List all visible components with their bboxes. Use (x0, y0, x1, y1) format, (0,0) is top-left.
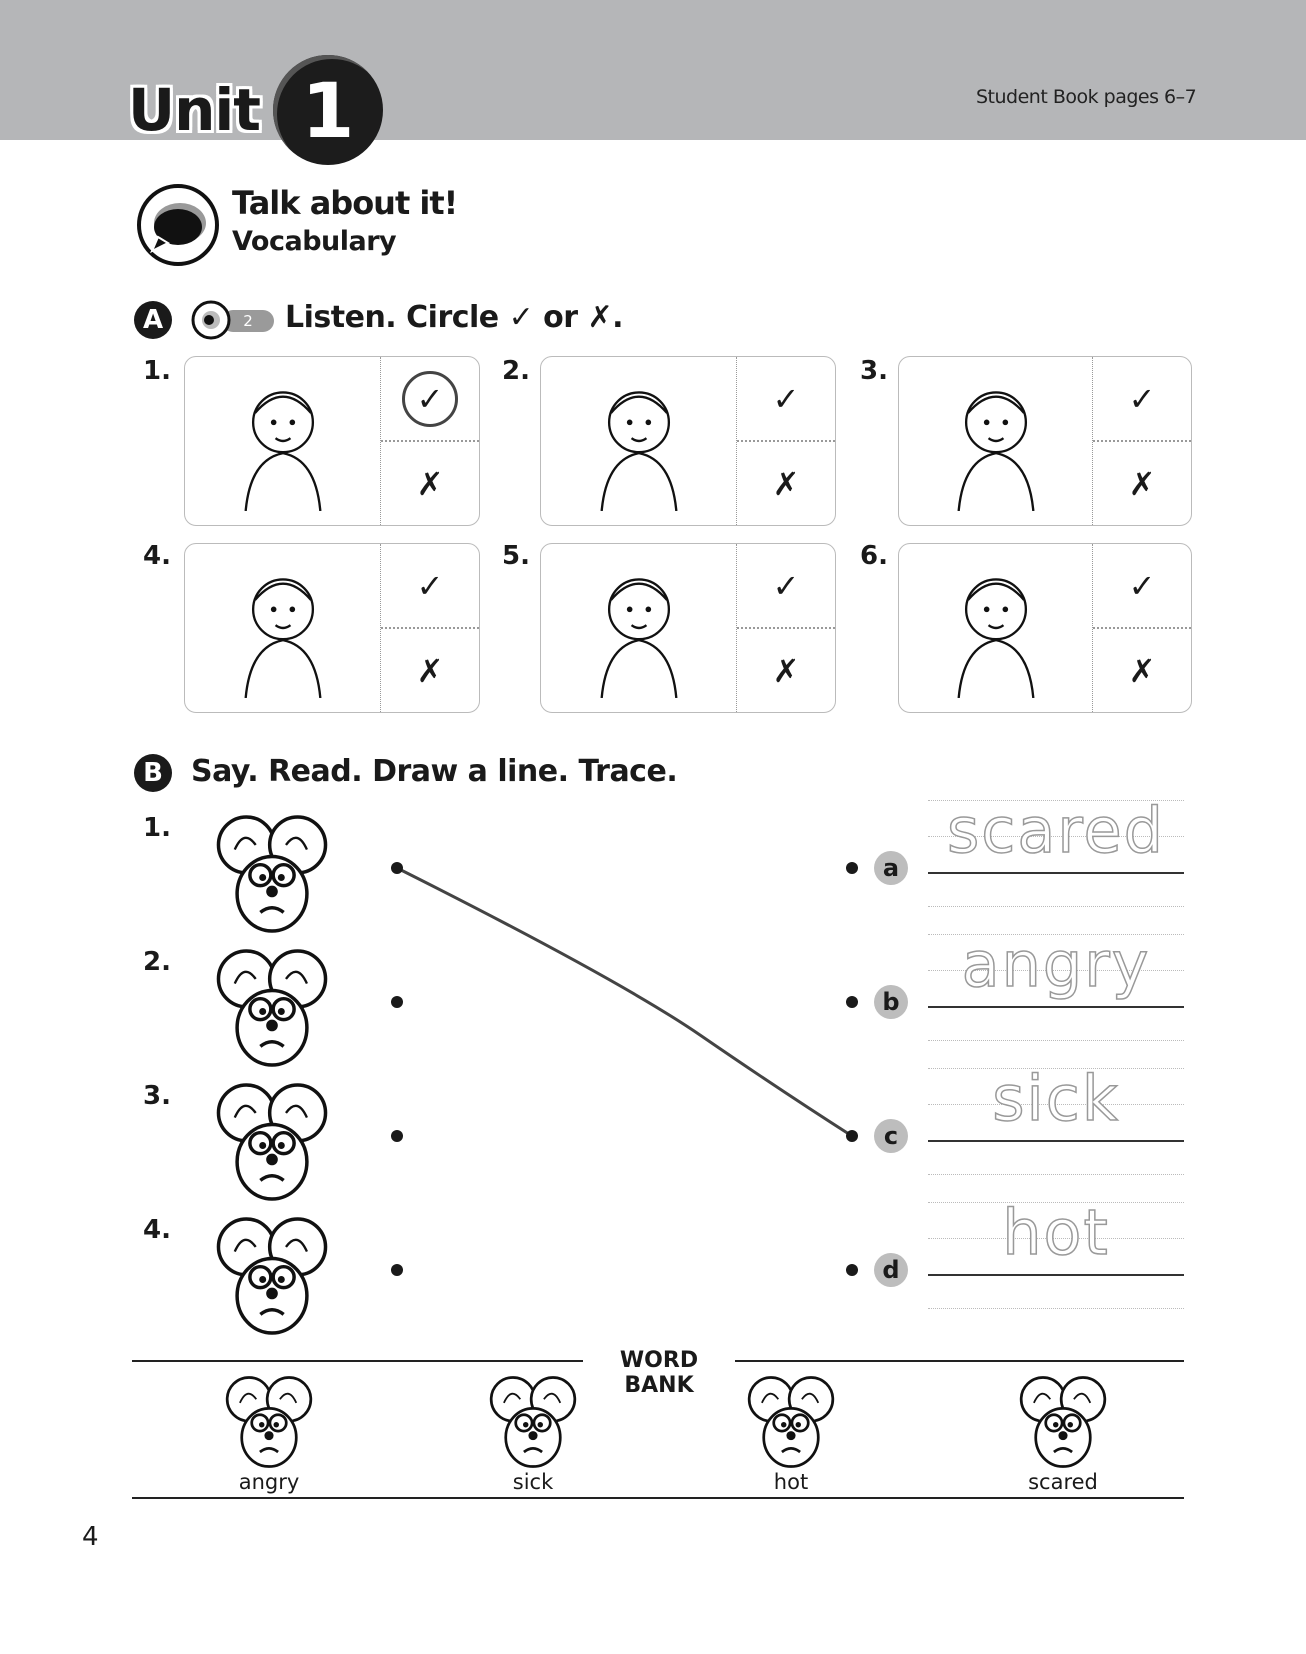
cross-mark: ✗ (772, 651, 800, 690)
right-match-dot[interactable] (846, 1264, 858, 1276)
section-title: Talk about it! (232, 184, 458, 222)
trace-word-scared[interactable] (928, 794, 1184, 900)
option-letter: d (874, 1253, 908, 1287)
check-mark: ✓ (1128, 566, 1156, 605)
listening-item-4 (184, 543, 480, 713)
check-mark: ✓ (416, 566, 444, 605)
left-match-dot[interactable] (391, 1130, 403, 1142)
child-illustration (541, 544, 737, 712)
mouse-hot-illustration (208, 944, 336, 1076)
speech-bubble-icon (136, 183, 220, 271)
cross-mark: ✗ (1128, 651, 1156, 690)
picture-number: 1. (143, 813, 171, 843)
word-bank-word: sick (512, 1470, 554, 1494)
word-bank-mouse-angry (219, 1372, 319, 1476)
audio-track-number: 2 (222, 310, 274, 332)
picture-number: 4. (143, 1215, 171, 1245)
check-option[interactable] (1093, 357, 1191, 442)
base-line (928, 1274, 1184, 1276)
guide-line (928, 1308, 1184, 1309)
check-mark: ✓ (1128, 379, 1156, 418)
trace-word-text: sick (992, 1062, 1120, 1135)
listening-item-5 (540, 543, 836, 713)
left-match-dot[interactable] (391, 1264, 403, 1276)
child-illustration (185, 357, 381, 525)
check-option[interactable] (737, 357, 835, 442)
item-number: 3. (860, 356, 888, 386)
word-bank-mouse-hot (741, 1372, 841, 1476)
base-line (928, 1006, 1184, 1008)
word-bank-word: angry (238, 1470, 300, 1494)
cross-option[interactable] (737, 442, 835, 525)
check-option[interactable] (737, 544, 835, 629)
guide-line (928, 906, 1184, 907)
left-match-dot[interactable] (391, 996, 403, 1008)
exercise-a-badge: A (134, 301, 172, 339)
picture-number: 2. (143, 947, 171, 977)
cross-option[interactable] (1093, 442, 1191, 525)
unit-number-badge: 1 (273, 55, 383, 165)
child-illustration (899, 544, 1093, 712)
item-number: 4. (143, 541, 171, 571)
trace-word-text: angry (961, 928, 1151, 1001)
exercise-b-badge: B (134, 754, 172, 792)
word-bank-title: WORD BANK (583, 1348, 735, 1398)
item-number: 6. (860, 541, 888, 571)
circled-check-mark (402, 371, 458, 427)
left-match-dot[interactable] (391, 862, 403, 874)
check-mark: ✓ (772, 566, 800, 605)
child-illustration (899, 357, 1093, 525)
base-line (928, 1140, 1184, 1142)
exercise-a-instruction: Listen. Circle ✓ or ✗. (285, 300, 624, 335)
trace-word-angry[interactable] (928, 928, 1184, 1034)
listening-item-2 (540, 356, 836, 526)
unit-label: Unit (128, 76, 260, 144)
page-number: 4 (82, 1522, 99, 1552)
section-subtitle: Vocabulary (232, 226, 397, 257)
option-letter: b (874, 985, 908, 1019)
word-bank-mouse-sick (483, 1372, 583, 1476)
trace-word-sick[interactable] (928, 1062, 1184, 1168)
word-bank-mouse-scared (1013, 1372, 1113, 1476)
check-option[interactable] (1093, 544, 1191, 629)
check-mark: ✓ (416, 379, 444, 418)
cross-mark: ✗ (1128, 464, 1156, 503)
base-line (928, 872, 1184, 874)
word-bank-word: hot (773, 1470, 809, 1494)
exercise-b-instruction: Say. Read. Draw a line. Trace. (191, 754, 678, 789)
cross-option[interactable] (1093, 629, 1191, 712)
guide-line (928, 1040, 1184, 1041)
item-number: 1. (143, 356, 171, 386)
word-bank-bottom-rule (132, 1497, 1184, 1499)
mouse-angry-illustration (208, 1212, 336, 1344)
student-book-pages: Student Book pages 6–7 (976, 86, 1197, 108)
item-number: 2. (502, 356, 530, 386)
option-letter: c (874, 1119, 908, 1153)
right-match-dot[interactable] (846, 862, 858, 874)
mouse-scared-illustration (208, 1078, 336, 1210)
listening-item-6 (898, 543, 1192, 713)
trace-word-hot[interactable] (928, 1196, 1184, 1302)
picture-number: 3. (143, 1081, 171, 1111)
item-number: 5. (502, 541, 530, 571)
cross-option[interactable] (381, 629, 479, 712)
cross-mark: ✗ (416, 651, 444, 690)
trace-word-text: scared (946, 794, 1165, 867)
child-illustration (185, 544, 381, 712)
guide-line (928, 1174, 1184, 1175)
check-option[interactable] (381, 357, 479, 442)
trace-word-text: hot (1002, 1196, 1110, 1269)
mouse-sick-illustration (208, 810, 336, 942)
check-option[interactable] (381, 544, 479, 629)
listening-item-1 (184, 356, 480, 526)
right-match-dot[interactable] (846, 1130, 858, 1142)
word-bank-word: scared (1028, 1470, 1098, 1494)
option-letter: a (874, 851, 908, 885)
cross-mark: ✗ (772, 464, 800, 503)
audio-cd-icon[interactable] (191, 300, 231, 344)
right-match-dot[interactable] (846, 996, 858, 1008)
cross-mark: ✗ (416, 464, 444, 503)
cross-option[interactable] (381, 442, 479, 525)
check-mark: ✓ (772, 379, 800, 418)
cross-option[interactable] (737, 629, 835, 712)
child-illustration (541, 357, 737, 525)
listening-item-3 (898, 356, 1192, 526)
